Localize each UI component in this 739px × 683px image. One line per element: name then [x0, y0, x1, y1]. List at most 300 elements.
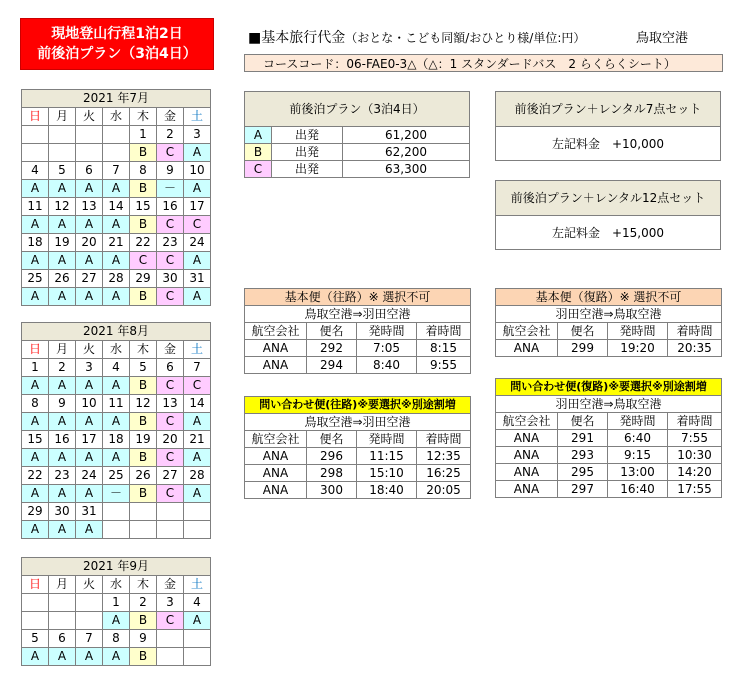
fare-code-cell: A: [49, 449, 76, 467]
calendar-day[interactable]: 25: [103, 467, 130, 485]
flight-cell: ANA: [245, 482, 307, 499]
calendar-day[interactable]: 9: [157, 162, 184, 180]
fare-code-cell: A: [103, 413, 130, 431]
fare-code-cell: A: [49, 216, 76, 234]
fare-code-cell: C: [157, 449, 184, 467]
fare-code-cell: [22, 144, 49, 162]
fare-code: A: [245, 127, 272, 144]
calendar-month-title: 2021 年9月: [22, 558, 211, 576]
flight-cell: ANA: [496, 340, 558, 357]
calendar-day: [184, 503, 211, 521]
calendar-day[interactable]: 19: [130, 431, 157, 449]
fare-code-cell: B: [130, 612, 157, 630]
flight-column-header: 発時間: [608, 413, 668, 430]
departure-airport: 鳥取空港: [636, 31, 689, 46]
fare-code-cell: A: [49, 648, 76, 666]
fare-code-cell: A: [49, 180, 76, 198]
calendar-day[interactable]: 27: [157, 467, 184, 485]
flight-cell: 8:40: [357, 357, 417, 374]
flight-row: [496, 481, 722, 498]
calendar-day[interactable]: 29: [130, 270, 157, 288]
calendar-day[interactable]: 4: [184, 594, 211, 612]
fare-code-cell: A: [103, 216, 130, 234]
rental-12-title: 前後泊プラン＋レンタル12点セット: [496, 181, 720, 216]
fare-code-cell: －: [157, 180, 184, 198]
calendar-day: [157, 630, 184, 648]
weekday-header: 日: [22, 576, 49, 594]
flight-cell: 19:20: [608, 340, 668, 357]
fare-row: [245, 144, 470, 161]
return-basic-flights: [495, 288, 722, 357]
fare-code-cell: A: [76, 377, 103, 395]
flight-route: 羽田空港⇒鳥取空港: [496, 306, 722, 323]
fare-code-cell: A: [49, 288, 76, 306]
fare-code-cell: B: [130, 648, 157, 666]
flight-cell: 15:10: [357, 465, 417, 482]
calendar-day[interactable]: 26: [49, 270, 76, 288]
flight-cell: ANA: [496, 447, 558, 464]
rental-7-price: 左記料金 +10,000: [551, 137, 665, 151]
fare-code-cell: A: [22, 521, 49, 539]
fare-code-cell: A: [184, 485, 211, 503]
outbound-basic-flights: [244, 288, 471, 374]
flight-cell: 17:55: [668, 481, 722, 498]
fare-code-cell: A: [184, 612, 211, 630]
flight-cell: 18:40: [357, 482, 417, 499]
flight-row: [496, 430, 722, 447]
flight-cell: 13:00: [608, 464, 668, 481]
fare-code-cell: A: [49, 485, 76, 503]
fare-header: [248, 27, 585, 47]
flight-cell: 11:15: [357, 448, 417, 465]
calendar-day[interactable]: 16: [49, 431, 76, 449]
fare-code-cell: [103, 144, 130, 162]
calendar-day[interactable]: 29: [22, 503, 49, 521]
calendar-day[interactable]: 5: [22, 630, 49, 648]
flight-row: [245, 465, 471, 482]
fare-code-cell: C: [184, 377, 211, 395]
calendar-day: [103, 126, 130, 144]
calendar-day[interactable]: 24: [184, 234, 211, 252]
fare-code-cell: C: [157, 252, 184, 270]
fare-code-cell: B: [130, 449, 157, 467]
calendar-day[interactable]: 18: [103, 431, 130, 449]
fare-code-cell: A: [103, 180, 130, 198]
fare-code-cell: C: [157, 377, 184, 395]
calendar-day[interactable]: 9: [130, 630, 157, 648]
fare-code-cell: C: [157, 485, 184, 503]
flight-cell: 293: [558, 447, 608, 464]
fare-header-subtitle: （おとな・こども同額/おひとり様/単位:円）: [345, 31, 586, 45]
fare-code-cell: B: [130, 288, 157, 306]
flight-column-header: 着時間: [417, 323, 471, 340]
calendar-month-title: 2021 年7月: [22, 90, 211, 108]
fare-table-title: 前後泊プラン（3泊4日）: [245, 92, 470, 127]
calendar-month: [21, 322, 211, 539]
flight-cell: 291: [558, 430, 608, 447]
flight-cell: 6:40: [608, 430, 668, 447]
fare-code-cell: A: [49, 252, 76, 270]
flight-cell: 300: [307, 482, 357, 499]
fare-label: 出発: [272, 127, 343, 144]
fare-code-cell: A: [49, 521, 76, 539]
fare-code-cell: [103, 521, 130, 539]
calendar-day[interactable]: 11: [22, 198, 49, 216]
fare-code-cell: [157, 648, 184, 666]
calendar-day[interactable]: 4: [103, 359, 130, 377]
calendar-day[interactable]: 5: [130, 359, 157, 377]
calendar-day[interactable]: 3: [157, 594, 184, 612]
fare-code-cell: [130, 521, 157, 539]
calendar-day[interactable]: 10: [184, 162, 211, 180]
fare-code-cell: －: [103, 485, 130, 503]
calendar-day[interactable]: 25: [22, 270, 49, 288]
fare-code-cell: B: [130, 144, 157, 162]
fare-code-cell: A: [22, 288, 49, 306]
flight-column-header: 着時間: [668, 323, 722, 340]
fare-code-cell: [184, 521, 211, 539]
fare-code-cell: B: [130, 413, 157, 431]
calendar-day[interactable]: 20: [76, 234, 103, 252]
calendar-month-title: 2021 年8月: [22, 323, 211, 341]
calendar-day[interactable]: 22: [22, 467, 49, 485]
weekday-header: 日: [22, 341, 49, 359]
calendar-day[interactable]: 27: [76, 270, 103, 288]
calendar-day[interactable]: 22: [130, 234, 157, 252]
calendar-day[interactable]: 8: [103, 630, 130, 648]
flight-cell: 7:05: [357, 340, 417, 357]
weekday-header: 木: [130, 576, 157, 594]
fare-code-cell: B: [130, 180, 157, 198]
calendar-month: [21, 89, 211, 306]
weekday-header: 水: [103, 576, 130, 594]
calendar-day[interactable]: 3: [184, 126, 211, 144]
calendar-day[interactable]: 13: [76, 198, 103, 216]
fare-code-cell: C: [157, 612, 184, 630]
flight-cell: ANA: [245, 465, 307, 482]
fare-price: 63,300: [343, 161, 470, 178]
calendar-day: [49, 594, 76, 612]
flight-cell: 12:35: [417, 448, 471, 465]
flight-cell: 9:15: [608, 447, 668, 464]
flight-row: [496, 464, 722, 481]
calendar-day[interactable]: 10: [76, 395, 103, 413]
flight-cell: ANA: [245, 448, 307, 465]
rental-12-box: [495, 180, 721, 250]
flight-row: [496, 340, 722, 357]
calendar-day: [22, 594, 49, 612]
flight-row: [245, 340, 471, 357]
calendar-day[interactable]: 20: [157, 431, 184, 449]
flight-cell: 292: [307, 340, 357, 357]
fare-row: [245, 127, 470, 144]
fare-code-cell: A: [22, 485, 49, 503]
calendar-day[interactable]: 1: [22, 359, 49, 377]
flight-row: [245, 448, 471, 465]
fare-code-cell: A: [22, 252, 49, 270]
fare-code-cell: [22, 612, 49, 630]
fare-code-cell: A: [184, 449, 211, 467]
flight-column-header: 便名: [558, 323, 608, 340]
calendar-day: [184, 630, 211, 648]
calendar-day[interactable]: 30: [157, 270, 184, 288]
fare-code-cell: A: [184, 252, 211, 270]
calendar-day[interactable]: 31: [76, 503, 103, 521]
fare-code-cell: A: [22, 648, 49, 666]
flight-column-header: 着時間: [668, 413, 722, 430]
fare-table: [244, 91, 470, 178]
fare-code: B: [245, 144, 272, 161]
flight-row: [245, 357, 471, 374]
weekday-header: 金: [157, 576, 184, 594]
calendar-day[interactable]: 30: [49, 503, 76, 521]
flight-table-title: 基本便（復路）※ 選択不可: [496, 289, 722, 306]
flight-cell: 9:55: [417, 357, 471, 374]
flight-cell: 294: [307, 357, 357, 374]
fare-code-cell: [157, 521, 184, 539]
weekday-header: 日: [22, 108, 49, 126]
fare-code-cell: A: [76, 288, 103, 306]
calendar-day: [130, 503, 157, 521]
flight-column-header: 航空会社: [245, 431, 307, 448]
calendar-day[interactable]: 4: [22, 162, 49, 180]
fare-code-cell: B: [130, 377, 157, 395]
flight-cell: 7:55: [668, 430, 722, 447]
calendar-day: [76, 594, 103, 612]
flight-cell: 20:05: [417, 482, 471, 499]
calendar-day[interactable]: 7: [76, 630, 103, 648]
calendar-day[interactable]: 23: [49, 467, 76, 485]
rental-12-price: 左記料金 +15,000: [551, 226, 665, 240]
flight-cell: 295: [558, 464, 608, 481]
flight-row: [496, 447, 722, 464]
calendar-day[interactable]: 2: [130, 594, 157, 612]
fare-code-cell: A: [22, 180, 49, 198]
calendar-day[interactable]: 7: [184, 359, 211, 377]
weekday-header: 月: [49, 108, 76, 126]
weekday-header: 月: [49, 576, 76, 594]
calendar-day[interactable]: 28: [103, 270, 130, 288]
fare-code-cell: C: [184, 216, 211, 234]
calendar-day[interactable]: 14: [103, 198, 130, 216]
calendar-day: [157, 503, 184, 521]
calendar-day[interactable]: 23: [157, 234, 184, 252]
flight-cell: 299: [558, 340, 608, 357]
weekday-header: 土: [184, 576, 211, 594]
fare-code-cell: A: [76, 413, 103, 431]
flight-column-header: 着時間: [417, 431, 471, 448]
fare-code-cell: A: [103, 252, 130, 270]
calendar-day[interactable]: 15: [130, 198, 157, 216]
calendar-day[interactable]: 24: [76, 467, 103, 485]
fare-code-cell: C: [157, 413, 184, 431]
calendar-day: [76, 126, 103, 144]
flight-column-header: 発時間: [357, 431, 417, 448]
flight-column-header: 便名: [558, 413, 608, 430]
calendar-day[interactable]: 6: [49, 630, 76, 648]
calendar-day[interactable]: 2: [157, 126, 184, 144]
weekday-header: 水: [103, 341, 130, 359]
fare-code-cell: A: [103, 288, 130, 306]
fare-code-cell: [76, 144, 103, 162]
fare-code-cell: A: [76, 449, 103, 467]
fare-code-cell: [184, 648, 211, 666]
fare-code-cell: A: [22, 216, 49, 234]
weekday-header: 火: [76, 108, 103, 126]
flight-cell: ANA: [496, 464, 558, 481]
weekday-header: 水: [103, 108, 130, 126]
fare-code-cell: C: [157, 144, 184, 162]
fare-code-cell: C: [157, 216, 184, 234]
fare-code-cell: A: [184, 288, 211, 306]
fare-code-cell: [49, 612, 76, 630]
fare-header-title: ■基本旅行代金: [248, 30, 346, 46]
calendar-day[interactable]: 13: [157, 395, 184, 413]
flight-table-title: 問い合わせ便(復路)※要選択※別途割増: [496, 379, 722, 396]
flight-table-title: 問い合わせ便(往路)※要選択※別途割増: [245, 397, 471, 414]
calendar-day[interactable]: 17: [76, 431, 103, 449]
flight-cell: 8:15: [417, 340, 471, 357]
calendar-day[interactable]: 6: [157, 359, 184, 377]
fare-code-cell: A: [76, 521, 103, 539]
calendar-day[interactable]: 5: [49, 162, 76, 180]
flight-row: [245, 482, 471, 499]
fare-code-cell: A: [22, 413, 49, 431]
calendar-day[interactable]: 12: [130, 395, 157, 413]
weekday-header: 土: [184, 108, 211, 126]
weekday-header: 木: [130, 108, 157, 126]
calendar-day[interactable]: 15: [22, 431, 49, 449]
flight-column-header: 発時間: [357, 323, 417, 340]
fare-code-cell: A: [76, 485, 103, 503]
flight-column-header: 発時間: [608, 323, 668, 340]
fare-code-cell: A: [49, 413, 76, 431]
outbound-inquiry-flights: [244, 396, 471, 499]
calendar-day[interactable]: 3: [76, 359, 103, 377]
flight-route: 鳥取空港⇒羽田空港: [245, 306, 471, 323]
calendar-day[interactable]: 1: [103, 594, 130, 612]
return-inquiry-flights: [495, 378, 722, 498]
flight-column-header: 航空会社: [496, 323, 558, 340]
flight-cell: ANA: [496, 430, 558, 447]
calendar-month: [21, 557, 211, 666]
fare-price: 62,200: [343, 144, 470, 161]
flight-cell: ANA: [245, 340, 307, 357]
fare-code-cell: C: [157, 288, 184, 306]
weekday-header: 土: [184, 341, 211, 359]
calendar-day[interactable]: 18: [22, 234, 49, 252]
calendar-day[interactable]: 11: [103, 395, 130, 413]
fare-code-cell: B: [130, 485, 157, 503]
fare-code-cell: A: [76, 180, 103, 198]
flight-cell: 14:20: [668, 464, 722, 481]
fare-code-cell: A: [76, 648, 103, 666]
weekday-header: 金: [157, 341, 184, 359]
flight-column-header: 航空会社: [496, 413, 558, 430]
weekday-header: 月: [49, 341, 76, 359]
flight-cell: ANA: [245, 357, 307, 374]
calendar-day[interactable]: 1: [130, 126, 157, 144]
fare-code-cell: A: [184, 413, 211, 431]
fare-code-cell: A: [22, 377, 49, 395]
calendar-day[interactable]: 26: [130, 467, 157, 485]
flight-table-title: 基本便（往路）※ 選択不可: [245, 289, 471, 306]
flight-column-header: 航空会社: [245, 323, 307, 340]
weekday-header: 火: [76, 576, 103, 594]
course-code: コースコード：06-FAE0-3△（△：1 スタンダードバス 2 らくらくシート）: [244, 54, 723, 72]
flight-column-header: 便名: [307, 323, 357, 340]
fare-code-cell: C: [130, 252, 157, 270]
flight-cell: 297: [558, 481, 608, 498]
fare-code-cell: A: [22, 449, 49, 467]
calendar-day[interactable]: 12: [49, 198, 76, 216]
calendar-day[interactable]: 6: [76, 162, 103, 180]
calendar-day[interactable]: 31: [184, 270, 211, 288]
fare-code-cell: A: [184, 180, 211, 198]
fare-label: 出発: [272, 161, 343, 178]
calendar-day: [22, 126, 49, 144]
fare-code-cell: A: [103, 648, 130, 666]
fare-label: 出発: [272, 144, 343, 161]
flight-cell: 16:40: [608, 481, 668, 498]
weekday-header: 火: [76, 341, 103, 359]
calendar-day[interactable]: 28: [184, 467, 211, 485]
calendar-day[interactable]: 19: [49, 234, 76, 252]
calendar-day[interactable]: 2: [49, 359, 76, 377]
flight-cell: ANA: [496, 481, 558, 498]
flight-cell: 298: [307, 465, 357, 482]
calendar-day[interactable]: 16: [157, 198, 184, 216]
flight-route: 羽田空港⇒鳥取空港: [496, 396, 722, 413]
fare-code-cell: A: [49, 377, 76, 395]
rental-7-title: 前後泊プラン＋レンタル7点セット: [496, 92, 720, 127]
weekday-header: 金: [157, 108, 184, 126]
fare-code-cell: A: [184, 144, 211, 162]
fare-code-cell: A: [76, 252, 103, 270]
fare-code-cell: A: [103, 449, 130, 467]
fare-code-cell: A: [103, 612, 130, 630]
flight-column-header: 便名: [307, 431, 357, 448]
calendar-day[interactable]: 14: [184, 395, 211, 413]
fare-code-cell: [76, 612, 103, 630]
flight-cell: 16:25: [417, 465, 471, 482]
calendar-day[interactable]: 21: [103, 234, 130, 252]
banner-line2: 前後泊プラン（3泊4日）: [37, 46, 197, 62]
fare-code-cell: B: [130, 216, 157, 234]
fare-row: [245, 161, 470, 178]
flight-cell: 10:30: [668, 447, 722, 464]
calendar-day[interactable]: 9: [49, 395, 76, 413]
fare-code-cell: [49, 144, 76, 162]
fare-price: 61,200: [343, 127, 470, 144]
calendar-day[interactable]: 17: [184, 198, 211, 216]
flight-cell: 296: [307, 448, 357, 465]
fare-code-cell: A: [103, 377, 130, 395]
fare-code: C: [245, 161, 272, 178]
fare-code-cell: A: [76, 216, 103, 234]
weekday-header: 木: [130, 341, 157, 359]
plan-banner: [20, 18, 214, 70]
calendar-day: [49, 126, 76, 144]
calendar-day[interactable]: 8: [22, 395, 49, 413]
rental-7-box: [495, 91, 721, 161]
calendar-day[interactable]: 7: [103, 162, 130, 180]
calendar-day[interactable]: 8: [130, 162, 157, 180]
calendar-day[interactable]: 21: [184, 431, 211, 449]
flight-cell: 20:35: [668, 340, 722, 357]
calendar-day: [103, 503, 130, 521]
banner-line1: 現地登山行程1泊2日: [51, 26, 183, 42]
